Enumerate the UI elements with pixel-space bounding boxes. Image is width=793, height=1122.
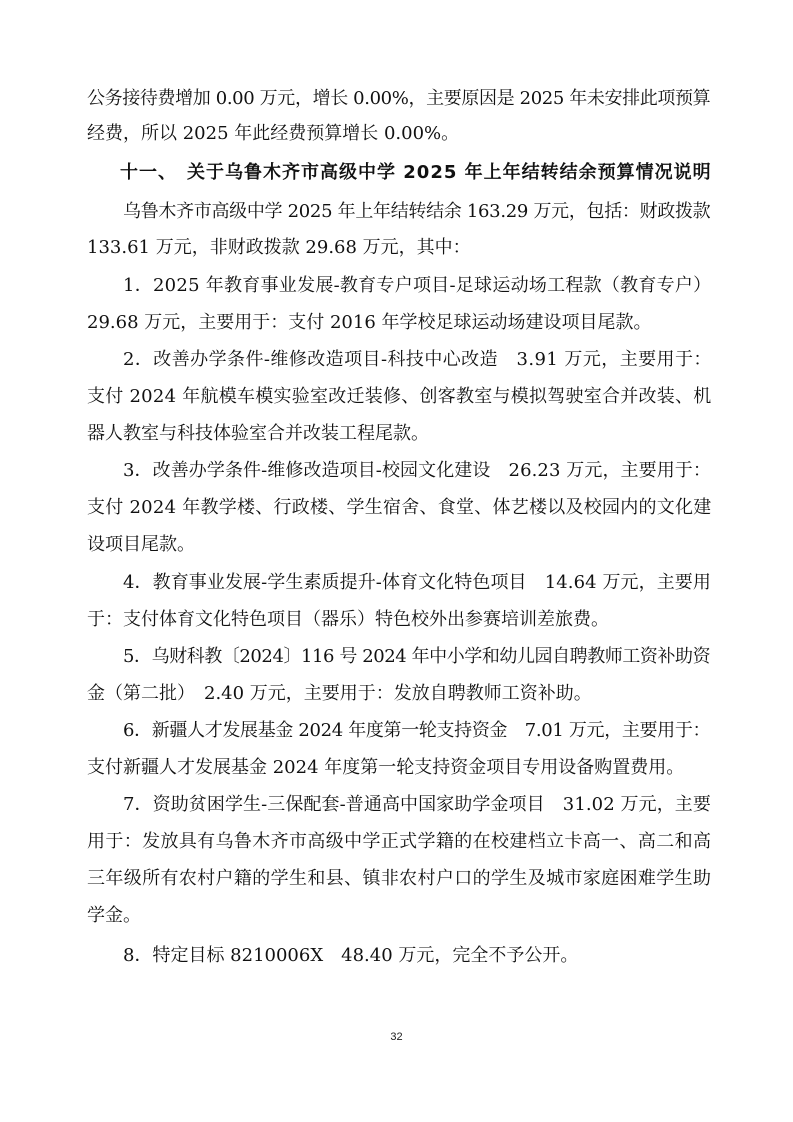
text-line: 经费，所以 2025 年此经费预算增长 0.00%。 — [87, 123, 460, 144]
text-line: 设项目尾款。 — [87, 534, 195, 555]
text-line: 金（第二批） 2.40 万元，主要用于：发放自聘教师工资补助。 — [87, 683, 592, 704]
list-item-5: 5．乌财科教〔2024〕116 号 2024 年中小学和幼儿园自聘教师工资补助资 — [123, 646, 711, 667]
text-line: 三年级所有农村户籍的学生和县、镇非农村户口的学生及城市家庭困难学生助 — [87, 868, 712, 889]
list-item-1: 1．2025 年教育事业发展-教育专户项目-足球运动场工程款（教育专户） — [123, 275, 712, 296]
text-line: 乌鲁木齐市高级中学 2025 年上年结转结余 163.29 万元，包括：财政拨款 — [123, 201, 711, 222]
list-item-4: 4．教育事业发展-学生素质提升-体育文化特色项目 14.64 万元，主要用 — [123, 572, 711, 593]
text-line: 支付 2024 年教学楼、行政楼、学生宿舍、食堂、体艺楼以及校园内的文化建 — [87, 497, 712, 518]
text-line: 29.68 万元，主要用于：支付 2016 年学校足球运动场建设项目尾款。 — [87, 312, 652, 333]
text-line: 公务接待费增加 0.00 万元，增长 0.00%，主要原因是 2025 年未安排此项预算 — [87, 88, 711, 109]
list-item-3: 3．改善办学条件-维修改造项目-校园文化建设 26.23 万元，主要用于： — [123, 460, 711, 481]
text-line: 支付 2024 年航模车模实验室改迁装修、创客教室与模拟驾驶室合并改装、机 — [87, 386, 712, 407]
text-line: 于：支付体育文化特色项目（器乐）特色校外出参赛培训差旅费。 — [87, 609, 609, 630]
page-number: 32 — [390, 1031, 403, 1043]
text-line: 学金。 — [87, 905, 141, 926]
list-item-7: 7．资助贫困学生-三保配套-普通高中国家助学金项目 31.02 万元，主要 — [123, 794, 711, 815]
list-item-2: 2．改善办学条件-维修改造项目-科技中心改造 3.91 万元，主要用于： — [123, 349, 712, 370]
text-line: 用于：发放具有乌鲁木齐市高级中学正式学籍的在校建档立卡高一、高二和高 — [87, 831, 712, 852]
text-line: 133.61 万元，非财政拨款 29.68 万元，其中： — [87, 237, 471, 258]
text-line: 器人教室与科技体验室合并改装工程尾款。 — [87, 423, 429, 444]
text-line: 支付新疆人才发展基金 2024 年度第一轮支持资金项目专用设备购置费用。 — [87, 757, 685, 778]
list-item-8: 8．特定目标 8210006X 48.40 万元，完全不予公开。 — [123, 945, 579, 966]
list-item-6: 6．新疆人才发展基金 2024 年度第一轮支持资金 7.01 万元，主要用于： — [123, 720, 711, 741]
section-heading: 十一、 关于乌鲁木齐市高级中学 2025 年上年结转结余预算情况说明 — [120, 162, 712, 183]
